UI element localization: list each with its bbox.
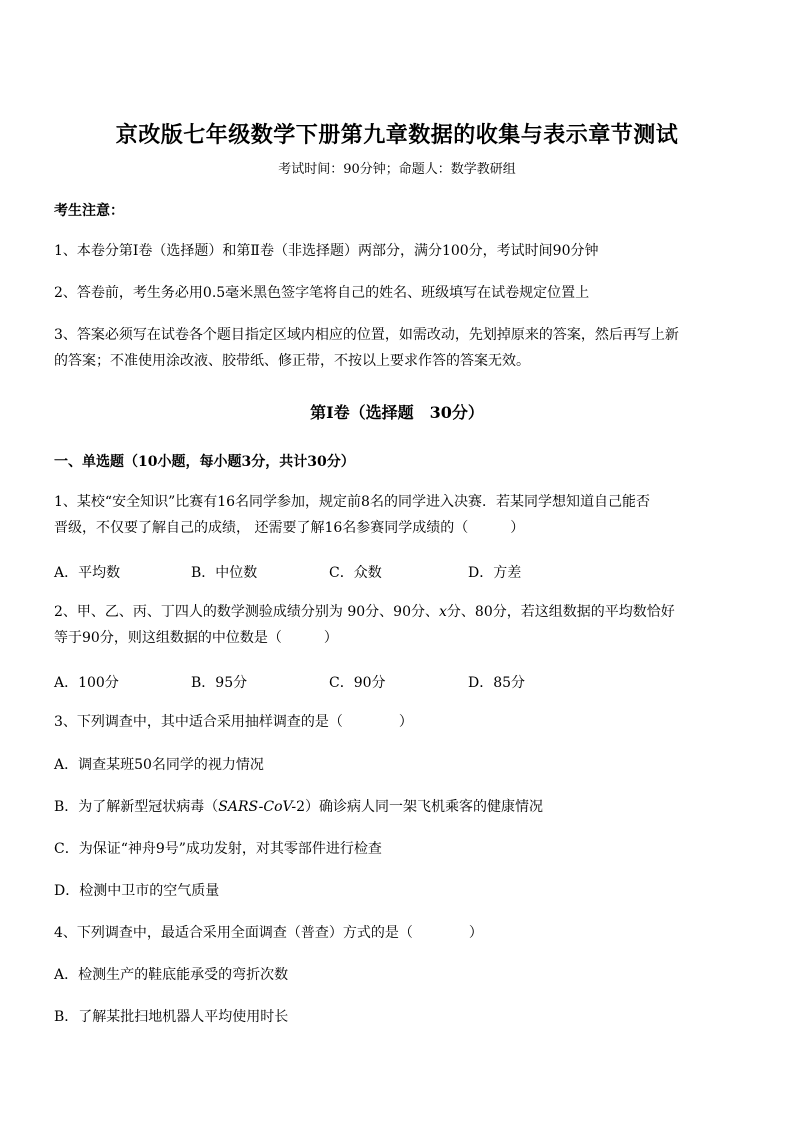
question-3-option-b-text-a: B．为了解新型冠状病毒（ — [54, 799, 219, 815]
notice-label: 考生注意： — [54, 203, 124, 219]
question-2-variable: x — [439, 604, 447, 620]
question-2-text-a: 2、甲、乙、丙、丁四人的数学测验成绩分别为 90分、90分、 — [54, 604, 439, 620]
question-1-option-c: C．众数 — [329, 565, 382, 581]
question-2-line-1 — [54, 602, 675, 622]
question-3-stem: 3、下列调查中，其中适合采用抽样调查的是（ ） — [54, 714, 413, 730]
question-3-option-a: A．调查某班50名同学的视力情况 — [54, 757, 264, 773]
question-4-stem: 4、下列调查中，最适合采用全面调查（普查）方式的是（ ） — [54, 925, 483, 941]
notice-item-3-line-1: 3、答案必须写在试卷各个题目指定区域内相应的位置，如需改动，先划掉原来的答案，然后再写上新 — [54, 327, 679, 343]
question-3-option-c: C．为保证“神舟9号”成功发射，对其零部件进行检查 — [54, 841, 382, 857]
section-title: 第Ⅰ卷（选择题 30分） — [310, 403, 484, 422]
question-2-option-a: A．100分 — [54, 675, 119, 691]
question-1-line-1: 1、某校“安全知识”比赛有16名同学参加，规定前8名的同学进入决赛．若某同学想知道自己能否 — [54, 494, 650, 510]
exam-info: 考试时间：90分钟；命题人：数学教研组 — [278, 162, 516, 177]
question-4-option-b: B．了解某批扫地机器人平均使用时长 — [54, 1009, 289, 1025]
question-3-option-d: D．检测中卫市的空气质量 — [54, 883, 220, 899]
question-1-option-d: D．方差 — [468, 565, 522, 581]
question-3-option-b-virus-name: SARS-CoV- — [218, 799, 297, 815]
notice-item-3-line-2: 的答案；不准使用涂改液、胶带纸、修正带，不按以上要求作答的答案无效。 — [54, 353, 530, 369]
question-2-line-2: 等于90分，则这组数据的中位数是（ ） — [54, 630, 338, 646]
part-title: 一、单选题（10小题，每小题3分，共计30分） — [54, 454, 355, 470]
document-title: 京改版七年级数学下册第九章数据的收集与表示章节测试 — [115, 122, 679, 148]
question-2-option-c: C．90分 — [329, 675, 386, 691]
question-2-text-b: 分、80分，若这组数据的平均数恰好 — [446, 604, 675, 620]
question-3-option-b-text-b: 2）确诊病人同一架飞机乘客的健康情况 — [296, 799, 543, 815]
question-2-option-d: D．85分 — [468, 675, 526, 691]
question-1-line-2: 晋级，不仅要了解自己的成绩， 还需要了解16名参赛同学成绩的（ ） — [54, 520, 525, 536]
question-1-option-b: B．中位数 — [191, 565, 258, 581]
question-1-option-a: A．平均数 — [54, 565, 121, 581]
notice-item-1: 1、本卷分第Ⅰ卷（选择题）和第Ⅱ卷（非选择题）两部分，满分100分，考试时间90分钟 — [54, 243, 599, 259]
question-2-option-b: B．95分 — [191, 675, 248, 691]
question-3-option-b — [54, 797, 543, 817]
question-4-option-a: A．检测生产的鞋底能承受的弯折次数 — [54, 967, 289, 983]
notice-item-2: 2、答卷前，考生务必用0.5毫米黑色签字笔将自己的姓名、班级填写在试卷规定位置上 — [54, 285, 590, 301]
